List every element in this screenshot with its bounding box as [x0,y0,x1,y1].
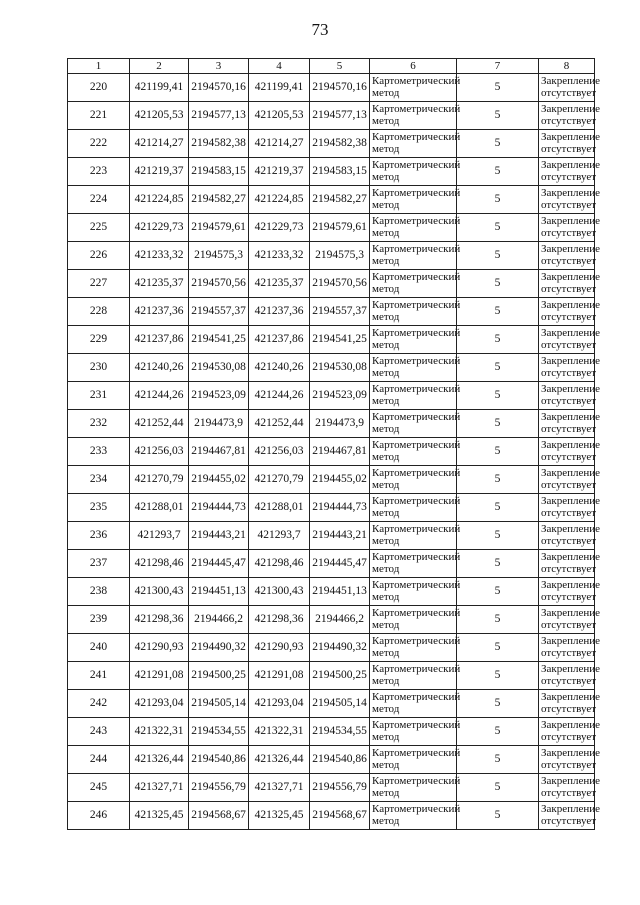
cell-x-coordinate-2: 421256,03 [249,438,310,466]
cell-method: Картометрический метод [370,298,457,326]
cell-x-coordinate-2: 421224,85 [249,186,310,214]
cell-method: Картометрический метод [370,242,457,270]
table-row [68,578,595,606]
cell-x-coordinate-2: 421237,36 [249,298,310,326]
table-row [68,606,595,634]
cell-y-coordinate-2: 2194570,56 [310,270,370,298]
cell-accuracy: 5 [457,410,539,438]
cell-fixing-description: Закрепление отсутствует [539,746,595,774]
cell-point-number: 222 [68,130,130,158]
cell-y-coordinate: 2194443,21 [189,522,249,550]
cell-point-number: 244 [68,746,130,774]
cell-y-coordinate: 2194556,79 [189,774,249,802]
cell-accuracy: 5 [457,158,539,186]
cell-accuracy: 5 [457,354,539,382]
cell-method: Картометрический метод [370,326,457,354]
cell-y-coordinate: 2194568,67 [189,802,249,830]
cell-method: Картометрический метод [370,74,457,102]
cell-method: Картометрический метод [370,382,457,410]
cell-x-coordinate: 421205,53 [130,102,189,130]
table-row [68,746,595,774]
cell-fixing-description: Закрепление отсутствует [539,662,595,690]
cell-fixing-description: Закрепление отсутствует [539,326,595,354]
table-row [68,186,595,214]
cell-fixing-description: Закрепление отсутствует [539,382,595,410]
cell-point-number: 231 [68,382,130,410]
cell-accuracy: 5 [457,382,539,410]
column-header-8: 8 [539,59,595,74]
cell-x-coordinate-2: 421291,08 [249,662,310,690]
cell-accuracy: 5 [457,606,539,634]
cell-x-coordinate-2: 421327,71 [249,774,310,802]
cell-method: Картометрический метод [370,522,457,550]
cell-method: Картометрический метод [370,354,457,382]
cell-x-coordinate-2: 421244,26 [249,382,310,410]
cell-x-coordinate: 421326,44 [130,746,189,774]
cell-method: Картометрический метод [370,186,457,214]
cell-y-coordinate-2: 2194455,02 [310,466,370,494]
table-body [68,74,601,830]
cell-x-coordinate: 421237,86 [130,326,189,354]
page-number: 73 [311,20,329,39]
cell-y-coordinate-2: 2194568,67 [310,802,370,830]
cell-x-coordinate: 421300,43 [130,578,189,606]
cell-fixing-description: Закрепление отсутствует [539,634,595,662]
cell-x-coordinate: 421290,93 [130,634,189,662]
cell-method: Картометрический метод [370,438,457,466]
cell-y-coordinate: 2194445,47 [189,550,249,578]
cell-fixing-description: Закрепление отсутствует [539,242,595,270]
cell-fixing-description: Закрепление отсутствует [539,74,595,102]
cell-method: Картометрический метод [370,410,457,438]
cell-fixing-description: Закрепление отсутствует [539,718,595,746]
cell-y-coordinate-2: 2194557,37 [310,298,370,326]
table-row [68,774,595,802]
cell-fixing-description: Закрепление отсутствует [539,298,595,326]
cell-x-coordinate-2: 421298,36 [249,606,310,634]
cell-y-coordinate: 2194579,61 [189,214,249,242]
cell-x-coordinate: 421298,36 [130,606,189,634]
cell-fixing-description: Закрепление отсутствует [539,522,595,550]
cell-accuracy: 5 [457,186,539,214]
column-header-5: 5 [310,59,370,74]
cell-accuracy: 5 [457,130,539,158]
cell-x-coordinate: 421244,26 [130,382,189,410]
cell-y-coordinate: 2194570,56 [189,270,249,298]
cell-accuracy: 5 [457,438,539,466]
cell-y-coordinate-2: 2194577,13 [310,102,370,130]
cell-fixing-description: Закрепление отсутствует [539,102,595,130]
cell-accuracy: 5 [457,494,539,522]
table-row [68,214,595,242]
cell-point-number: 228 [68,298,130,326]
cell-fixing-description: Закрепление отсутствует [539,186,595,214]
table-row [68,130,595,158]
cell-x-coordinate: 421293,7 [130,522,189,550]
table-row [68,410,595,438]
cell-y-coordinate: 2194455,02 [189,466,249,494]
cell-fixing-description: Закрепление отсутствует [539,774,595,802]
cell-point-number: 241 [68,662,130,690]
cell-x-coordinate-2: 421293,04 [249,690,310,718]
cell-y-coordinate: 2194570,16 [189,74,249,102]
cell-point-number: 229 [68,326,130,354]
cell-method: Картометрический метод [370,606,457,634]
cell-point-number: 240 [68,634,130,662]
table-row [68,354,595,382]
column-header-7: 7 [457,59,539,74]
column-header-3: 3 [189,59,249,74]
cell-fixing-description: Закрепление отсутствует [539,214,595,242]
cell-method: Картометрический метод [370,578,457,606]
cell-y-coordinate-2: 2194556,79 [310,774,370,802]
cell-y-coordinate-2: 2194451,13 [310,578,370,606]
cell-accuracy: 5 [457,214,539,242]
cell-y-coordinate: 2194444,73 [189,494,249,522]
table-row [68,242,595,270]
cell-y-coordinate-2: 2194523,09 [310,382,370,410]
cell-fixing-description: Закрепление отсутствует [539,270,595,298]
cell-method: Картометрический метод [370,494,457,522]
cell-y-coordinate-2: 2194582,27 [310,186,370,214]
cell-x-coordinate-2: 421205,53 [249,102,310,130]
cell-accuracy: 5 [457,774,539,802]
cell-point-number: 235 [68,494,130,522]
cell-accuracy: 5 [457,550,539,578]
cell-point-number: 246 [68,802,130,830]
cell-fixing-description: Закрепление отсутствует [539,438,595,466]
cell-accuracy: 5 [457,74,539,102]
cell-fixing-description: Закрепление отсутствует [539,550,595,578]
cell-method: Картометрический метод [370,466,457,494]
cell-x-coordinate-2: 421325,45 [249,802,310,830]
cell-x-coordinate-2: 421214,27 [249,130,310,158]
table-row [68,802,595,830]
table-row [68,550,595,578]
cell-y-coordinate: 2194473,9 [189,410,249,438]
cell-point-number: 245 [68,774,130,802]
cell-fixing-description: Закрепление отсутствует [539,494,595,522]
cell-fixing-description: Закрепление отсутствует [539,466,595,494]
cell-accuracy: 5 [457,522,539,550]
cell-method: Картометрический метод [370,130,457,158]
cell-point-number: 238 [68,578,130,606]
cell-point-number: 226 [68,242,130,270]
table-row [68,298,595,326]
cell-fixing-description: Закрепление отсутствует [539,158,595,186]
cell-x-coordinate-2: 421252,44 [249,410,310,438]
column-header-6: 6 [370,59,457,74]
cell-fixing-description: Закрепление отсутствует [539,606,595,634]
cell-method: Картометрический метод [370,550,457,578]
cell-x-coordinate-2: 421235,37 [249,270,310,298]
table-row [68,382,595,410]
cell-y-coordinate: 2194530,08 [189,354,249,382]
cell-x-coordinate: 421256,03 [130,438,189,466]
cell-x-coordinate: 421229,73 [130,214,189,242]
cell-y-coordinate: 2194541,25 [189,326,249,354]
cell-y-coordinate-2: 2194445,47 [310,550,370,578]
cell-accuracy: 5 [457,270,539,298]
cell-y-coordinate: 2194557,37 [189,298,249,326]
cell-x-coordinate-2: 421298,46 [249,550,310,578]
cell-method: Картометрический метод [370,774,457,802]
cell-y-coordinate-2: 2194540,86 [310,746,370,774]
cell-x-coordinate-2: 421288,01 [249,494,310,522]
cell-point-number: 224 [68,186,130,214]
cell-y-coordinate: 2194582,27 [189,186,249,214]
cell-x-coordinate-2: 421322,31 [249,718,310,746]
cell-x-coordinate-2: 421229,73 [249,214,310,242]
cell-point-number: 232 [68,410,130,438]
table-row [68,74,595,102]
cell-x-coordinate: 421252,44 [130,410,189,438]
cell-accuracy: 5 [457,746,539,774]
cell-x-coordinate: 421237,36 [130,298,189,326]
column-header-4: 4 [249,59,310,74]
cell-method: Картометрический метод [370,270,457,298]
cell-accuracy: 5 [457,718,539,746]
cell-method: Картометрический метод [370,718,457,746]
cell-y-coordinate-2: 2194466,2 [310,606,370,634]
cell-accuracy: 5 [457,634,539,662]
cell-accuracy: 5 [457,102,539,130]
cell-x-coordinate: 421325,45 [130,802,189,830]
cell-method: Картометрический метод [370,662,457,690]
cell-method: Картометрический метод [370,158,457,186]
cell-x-coordinate: 421235,37 [130,270,189,298]
cell-accuracy: 5 [457,466,539,494]
cell-accuracy: 5 [457,662,539,690]
cell-x-coordinate-2: 421237,86 [249,326,310,354]
cell-point-number: 242 [68,690,130,718]
cell-y-coordinate: 2194575,3 [189,242,249,270]
cell-accuracy: 5 [457,242,539,270]
cell-y-coordinate: 2194583,15 [189,158,249,186]
table-header [68,59,595,74]
cell-method: Картометрический метод [370,634,457,662]
cell-y-coordinate: 2194534,55 [189,718,249,746]
cell-y-coordinate: 2194582,38 [189,130,249,158]
table-row [68,494,595,522]
cell-y-coordinate-2: 2194575,3 [310,242,370,270]
cell-fixing-description: Закрепление отсутствует [539,130,595,158]
cell-y-coordinate: 2194451,13 [189,578,249,606]
cell-y-coordinate-2: 2194490,32 [310,634,370,662]
cell-point-number: 227 [68,270,130,298]
cell-point-number: 220 [68,74,130,102]
table-row [68,326,595,354]
cell-method: Картометрический метод [370,802,457,830]
cell-y-coordinate: 2194467,81 [189,438,249,466]
cell-y-coordinate: 2194490,32 [189,634,249,662]
cell-accuracy: 5 [457,298,539,326]
column-header-1: 1 [68,59,130,74]
cell-accuracy: 5 [457,690,539,718]
table-row [68,718,595,746]
cell-y-coordinate-2: 2194467,81 [310,438,370,466]
cell-x-coordinate-2: 421290,93 [249,634,310,662]
cell-x-coordinate: 421293,04 [130,690,189,718]
cell-method: Картометрический метод [370,214,457,242]
cell-x-coordinate: 421240,26 [130,354,189,382]
cell-x-coordinate-2: 421233,32 [249,242,310,270]
cell-y-coordinate-2: 2194541,25 [310,326,370,354]
header-row [68,59,595,74]
cell-point-number: 223 [68,158,130,186]
cell-x-coordinate: 421270,79 [130,466,189,494]
cell-y-coordinate: 2194523,09 [189,382,249,410]
cell-fixing-description: Закрепление отсутствует [539,802,595,830]
cell-y-coordinate-2: 2194444,73 [310,494,370,522]
cell-fixing-description: Закрепление отсутствует [539,578,595,606]
cell-point-number: 243 [68,718,130,746]
cell-point-number: 237 [68,550,130,578]
cell-accuracy: 5 [457,802,539,830]
table-row [68,662,595,690]
cell-x-coordinate: 421219,37 [130,158,189,186]
column-header-2: 2 [130,59,189,74]
cell-y-coordinate-2: 2194505,14 [310,690,370,718]
table-row [68,522,595,550]
cell-x-coordinate-2: 421300,43 [249,578,310,606]
table-row [68,634,595,662]
cell-point-number: 239 [68,606,130,634]
cell-accuracy: 5 [457,578,539,606]
cell-x-coordinate-2: 421199,41 [249,74,310,102]
cell-y-coordinate: 2194500,25 [189,662,249,690]
cell-x-coordinate: 421291,08 [130,662,189,690]
cell-method: Картометрический метод [370,746,457,774]
table-row [68,270,595,298]
cell-x-coordinate: 421288,01 [130,494,189,522]
cell-y-coordinate-2: 2194473,9 [310,410,370,438]
cell-y-coordinate-2: 2194500,25 [310,662,370,690]
table-row [68,690,595,718]
cell-x-coordinate-2: 421326,44 [249,746,310,774]
cell-y-coordinate-2: 2194583,15 [310,158,370,186]
cell-x-coordinate: 421214,27 [130,130,189,158]
cell-y-coordinate-2: 2194534,55 [310,718,370,746]
cell-x-coordinate: 421233,32 [130,242,189,270]
cell-x-coordinate-2: 421219,37 [249,158,310,186]
table-row [68,438,595,466]
cell-y-coordinate-2: 2194579,61 [310,214,370,242]
cell-y-coordinate-2: 2194570,16 [310,74,370,102]
cell-x-coordinate: 421298,46 [130,550,189,578]
cell-accuracy: 5 [457,326,539,354]
cell-y-coordinate: 2194540,86 [189,746,249,774]
cell-fixing-description: Закрепление отсутствует [539,410,595,438]
cell-point-number: 230 [68,354,130,382]
cell-y-coordinate: 2194505,14 [189,690,249,718]
cell-x-coordinate-2: 421293,7 [249,522,310,550]
cell-y-coordinate: 2194577,13 [189,102,249,130]
cell-x-coordinate-2: 421270,79 [249,466,310,494]
cell-point-number: 234 [68,466,130,494]
cell-point-number: 236 [68,522,130,550]
cell-x-coordinate: 421199,41 [130,74,189,102]
cell-point-number: 225 [68,214,130,242]
cell-method: Картометрический метод [370,102,457,130]
table-row [68,158,595,186]
cell-x-coordinate-2: 421240,26 [249,354,310,382]
cell-fixing-description: Закрепление отсутствует [539,354,595,382]
cell-x-coordinate: 421327,71 [130,774,189,802]
cell-y-coordinate-2: 2194443,21 [310,522,370,550]
table-row [68,466,595,494]
cell-method: Картометрический метод [370,690,457,718]
cell-point-number: 221 [68,102,130,130]
cell-y-coordinate-2: 2194530,08 [310,354,370,382]
cell-fixing-description: Закрепление отсутствует [539,690,595,718]
coordinates-table [67,58,601,830]
cell-point-number: 233 [68,438,130,466]
cell-y-coordinate: 2194466,2 [189,606,249,634]
cell-x-coordinate: 421224,85 [130,186,189,214]
cell-x-coordinate: 421322,31 [130,718,189,746]
table-row [68,102,595,130]
cell-y-coordinate-2: 2194582,38 [310,130,370,158]
